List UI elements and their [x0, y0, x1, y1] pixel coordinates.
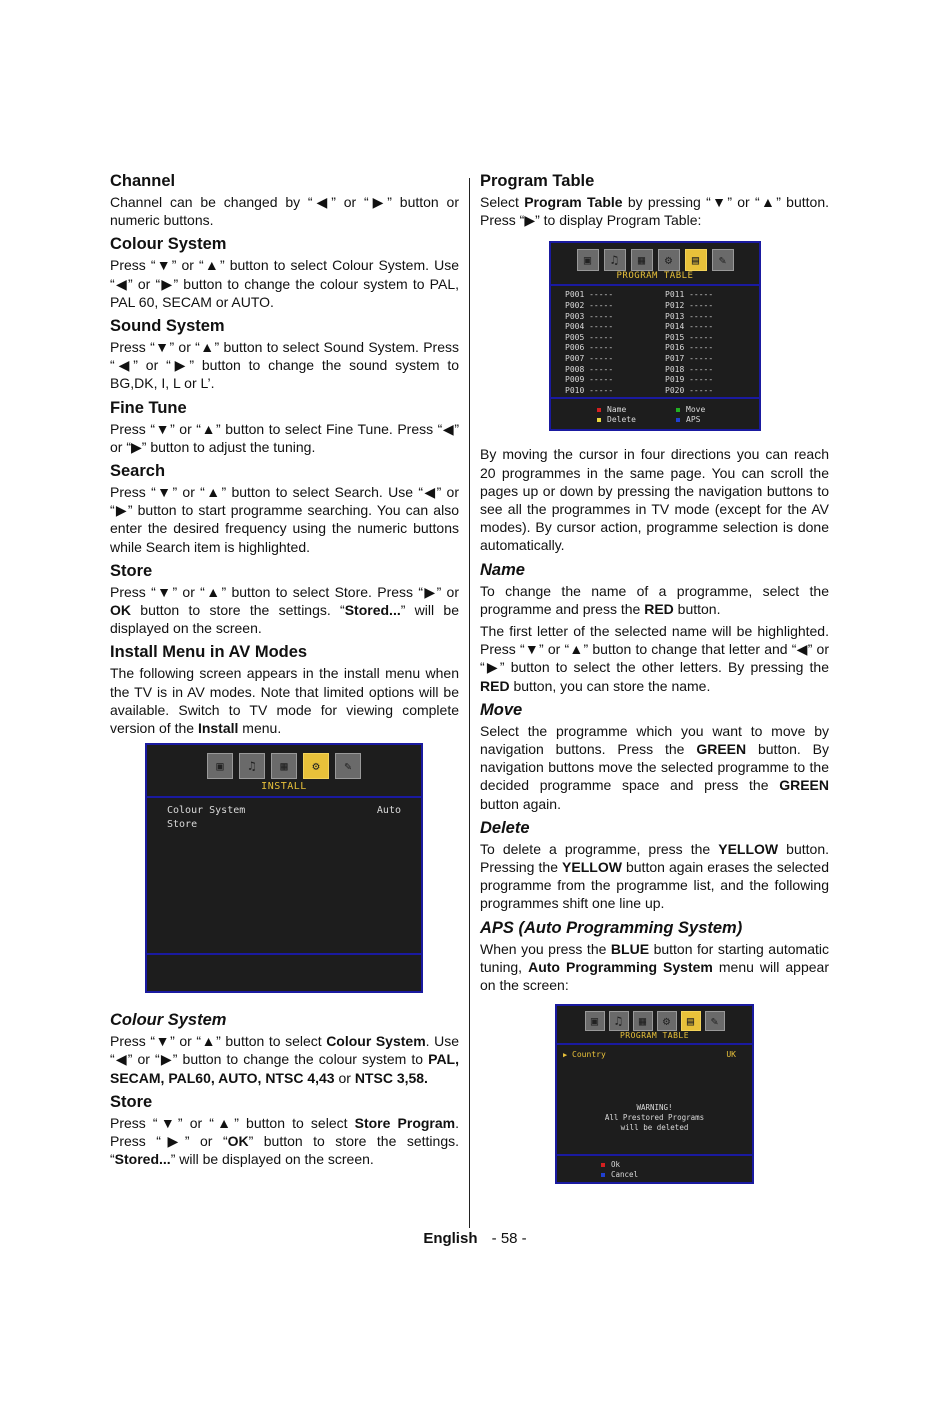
page-footer — [0, 1230, 950, 1247]
name-text-2: The first letter of the selected name will be highlighted. Press “▼” or “▲” button to change that letter and “◀” or “▶” button to select the other letters. By pressing the RED button, you can store the name. — [480, 623, 829, 694]
delete-text: To delete a programme, press the YELLOW button. Pressing the YELLOW button again erases the selected programme from the programme list, and the following programmes shift one line up. — [480, 840, 829, 912]
program-table-heading: Program Table — [480, 172, 595, 190]
left-column — [110, 170, 459, 1172]
source-icon: ✎ — [335, 753, 361, 779]
aps-legend — [601, 1160, 638, 1179]
menu-item-store[interactable] — [167, 818, 401, 832]
colour-system-av-heading: Colour System — [110, 1011, 227, 1030]
move-heading: Move — [480, 700, 523, 719]
warning-line-1: All Prestored Programs — [604, 1113, 705, 1123]
warning-line-2: will be deleted — [620, 1123, 689, 1133]
tv-icon: ▣ — [585, 1011, 605, 1031]
music-icon: ♫ — [239, 753, 265, 779]
program-row[interactable]: P014 ----- — [665, 322, 714, 332]
warning-message — [557, 1103, 752, 1133]
program-row[interactable]: P004 ----- — [565, 322, 614, 332]
red-key-icon — [597, 408, 601, 412]
program-row[interactable]: P012 ----- — [665, 301, 714, 310]
install-av-section — [110, 641, 459, 737]
colour-system-section — [110, 233, 459, 311]
legend-delete: Delete — [597, 415, 636, 425]
yellow-key-icon — [597, 418, 601, 422]
osd-icon-bar — [557, 1006, 752, 1031]
program-table-text: Select Program Table by pressing “▼” or “▲” button. Press “▶” to display Program Table: — [480, 194, 829, 229]
program-row[interactable]: P018 ----- — [665, 364, 714, 374]
cursor-text: By moving the cursor in four directions you can reach 20 programmes in the same page. You can scroll the pages up or down by pressing the navigation buttons to see all the programmes in TV mode (except for the AV modes). By cursor action, programme selection is done automatically. — [480, 446, 829, 554]
blue-key-icon — [676, 418, 680, 422]
menu-item-colour-system[interactable] — [167, 804, 401, 818]
program-row[interactable]: P006 ----- — [565, 343, 614, 353]
name-heading: Name — [480, 560, 525, 579]
store-heading: Store — [110, 561, 153, 580]
osd-icon-bar — [147, 745, 421, 779]
move-section — [480, 699, 829, 813]
osd-title: PROGRAM TABLE — [619, 1031, 690, 1041]
program-row[interactable]: P020 ----- — [665, 385, 714, 395]
picture-icon: ▦ — [633, 1011, 653, 1031]
country-value: UK — [726, 1050, 736, 1060]
install-av-heading: Install Menu in AV Modes — [110, 643, 308, 662]
music-icon: ♫ — [604, 249, 626, 271]
ok-option[interactable]: Ok — [601, 1160, 638, 1170]
program-list-col-2 — [665, 290, 713, 396]
install-menu-list — [147, 798, 421, 832]
program-row[interactable]: P008 ----- — [565, 364, 614, 374]
footer-language: English — [423, 1230, 478, 1247]
install-menu-screen — [145, 743, 423, 993]
search-text: Press “▼” or “▲” button to select Search. Use “◀” or “▶” button to start programme searching. You can also enter the desired frequency using the numeric buttons while Search item is highlighted. — [110, 484, 459, 555]
legend-left — [597, 405, 636, 425]
store-section — [110, 560, 459, 638]
fine-tune-text: Press “▼” or “▲” button to select Fine Tune. Press “◀” or “▶” button to adjust the tuning. — [110, 420, 459, 455]
store-av-text: Press “▼” or “▲” button to select Store Program. Press “▶” or “OK” button to store the settings. “Stored...” will be displayed on the screen. — [110, 1114, 460, 1168]
store-text: Press “▼” or “▲” button to select Store. Press “▶” or OK button to store the settings. “Stored...” will be displayed on the screen. — [110, 583, 459, 637]
program-table-section — [480, 170, 829, 229]
footer-page-number: - 58 - — [491, 1230, 527, 1247]
store-av-heading: Store — [110, 1092, 153, 1111]
program-table-screen — [549, 241, 761, 431]
picture-icon: ▦ — [631, 249, 653, 271]
fine-tune-heading: Fine Tune — [110, 398, 187, 417]
osd-icon-bar — [551, 243, 759, 271]
program-row[interactable]: P011 ----- — [665, 290, 714, 300]
settings-icon: ⚙ — [657, 1011, 677, 1031]
column-divider — [469, 178, 470, 1228]
program-list-col-1 — [565, 290, 665, 396]
legend-right — [676, 405, 705, 425]
sound-system-section — [110, 315, 459, 393]
menu-item-value: Auto — [376, 805, 401, 817]
program-row[interactable]: P019 ----- — [665, 375, 714, 385]
aps-screen — [555, 1004, 754, 1184]
colour-system-text: Press “▼” or “▲” button to select Colour System. Use “◀” or “▶” button to change the colour system to PAL, PAL 60, SECAM or AUTO. — [110, 257, 459, 310]
channel-text: Channel can be changed by “◀” or “▶” button or numeric buttons. — [110, 194, 459, 229]
program-row[interactable]: P007 ----- — [565, 353, 614, 363]
legend-name: Name — [597, 405, 636, 415]
search-section — [110, 460, 459, 556]
osd-divider-bottom — [551, 397, 759, 399]
menu-item-label: Colour System — [167, 805, 246, 817]
aps-section — [480, 917, 829, 995]
delete-section — [480, 817, 829, 913]
tv-icon: ▣ — [207, 753, 233, 779]
source-icon: ✎ — [705, 1011, 725, 1031]
country-row[interactable] — [557, 1045, 752, 1059]
name-text-1: To change the name of a programme, select the programme and press the RED button. — [480, 582, 829, 617]
osd-title: PROGRAM TABLE — [616, 271, 694, 282]
store-av-section — [110, 1091, 459, 1169]
warning-title: WARNING! — [636, 1103, 673, 1113]
osd-divider-bottom — [557, 1154, 752, 1156]
channel-heading: Channel — [110, 172, 176, 190]
program-row[interactable]: P013 ----- — [665, 311, 714, 321]
colour-system-heading: Colour System — [110, 235, 227, 254]
program-row[interactable]: P002 ----- — [565, 301, 614, 310]
name-section — [480, 559, 829, 695]
legend-aps: APS — [676, 415, 705, 425]
blue-key-icon — [601, 1173, 605, 1177]
program-table-icon: ▤ — [685, 249, 707, 271]
menu-item-label: Store — [167, 819, 198, 831]
arrow-right-icon: ▶ — [563, 1051, 568, 1060]
channel-section — [110, 170, 459, 229]
program-table-icon: ▤ — [681, 1011, 701, 1031]
legend-move: Move — [676, 405, 705, 415]
green-key-icon — [676, 408, 680, 412]
install-av-text: The following screen appears in the install menu when the TV is in AV modes. Note that limited options will be available. Switch to TV mode for viewing complete version of the Install menu. — [110, 665, 459, 737]
music-icon: ♫ — [609, 1011, 629, 1031]
search-heading: Search — [110, 462, 166, 481]
program-list — [551, 286, 759, 396]
cursor-section — [480, 445, 829, 554]
osd-divider-bottom — [147, 953, 421, 955]
tv-icon: ▣ — [577, 249, 599, 271]
aps-heading: APS (Auto Programming System) — [480, 918, 743, 937]
program-row[interactable]: P003 ----- — [565, 311, 614, 321]
program-row[interactable]: P017 ----- — [665, 353, 714, 363]
osd-title: INSTALL — [261, 781, 307, 793]
program-row[interactable]: P005 ----- — [565, 332, 614, 342]
settings-icon: ⚙ — [658, 249, 680, 271]
picture-icon: ▦ — [271, 753, 297, 779]
settings-icon: ⚙ — [303, 753, 329, 779]
program-row[interactable]: P015 ----- — [665, 332, 714, 342]
red-key-icon — [601, 1163, 605, 1167]
colour-system-av-section — [110, 1009, 459, 1087]
source-icon: ✎ — [712, 249, 734, 271]
program-row[interactable]: P009 ----- — [565, 375, 614, 385]
country-label-group: ▶ Country — [563, 1050, 606, 1060]
delete-heading: Delete — [480, 818, 530, 837]
aps-text: When you press the BLUE button for starting automatic tuning, Auto Programming System menu will appear on the screen: — [480, 940, 829, 994]
move-text: Select the programme which you want to move by navigation buttons. Press the GREEN button. By navigation buttons move the selected programme to the decided programme space and press the GREEN button again. — [480, 722, 829, 812]
right-column — [480, 170, 829, 1184]
sound-system-text: Press “▼” or “▲” button to select Sound System. Press “◀” or “▶” button to change the sound system to BG,DK, I, L or L’. — [110, 339, 459, 392]
sound-system-heading: Sound System — [110, 317, 225, 336]
program-row[interactable]: P010 ----- — [565, 385, 614, 395]
program-row[interactable]: P016 ----- — [665, 343, 714, 353]
fine-tune-section — [110, 397, 459, 456]
colour-system-av-text: Press “▼” or “▲” button to select Colour System. Use “◀” or “▶” button to change the colour system to PAL, SECAM, PAL60, AUTO, NTSC 4,43 or NTSC 3,58. — [110, 1033, 459, 1086]
cancel-option[interactable]: Cancel — [601, 1170, 638, 1180]
program-row[interactable]: P001 ----- — [565, 290, 614, 300]
